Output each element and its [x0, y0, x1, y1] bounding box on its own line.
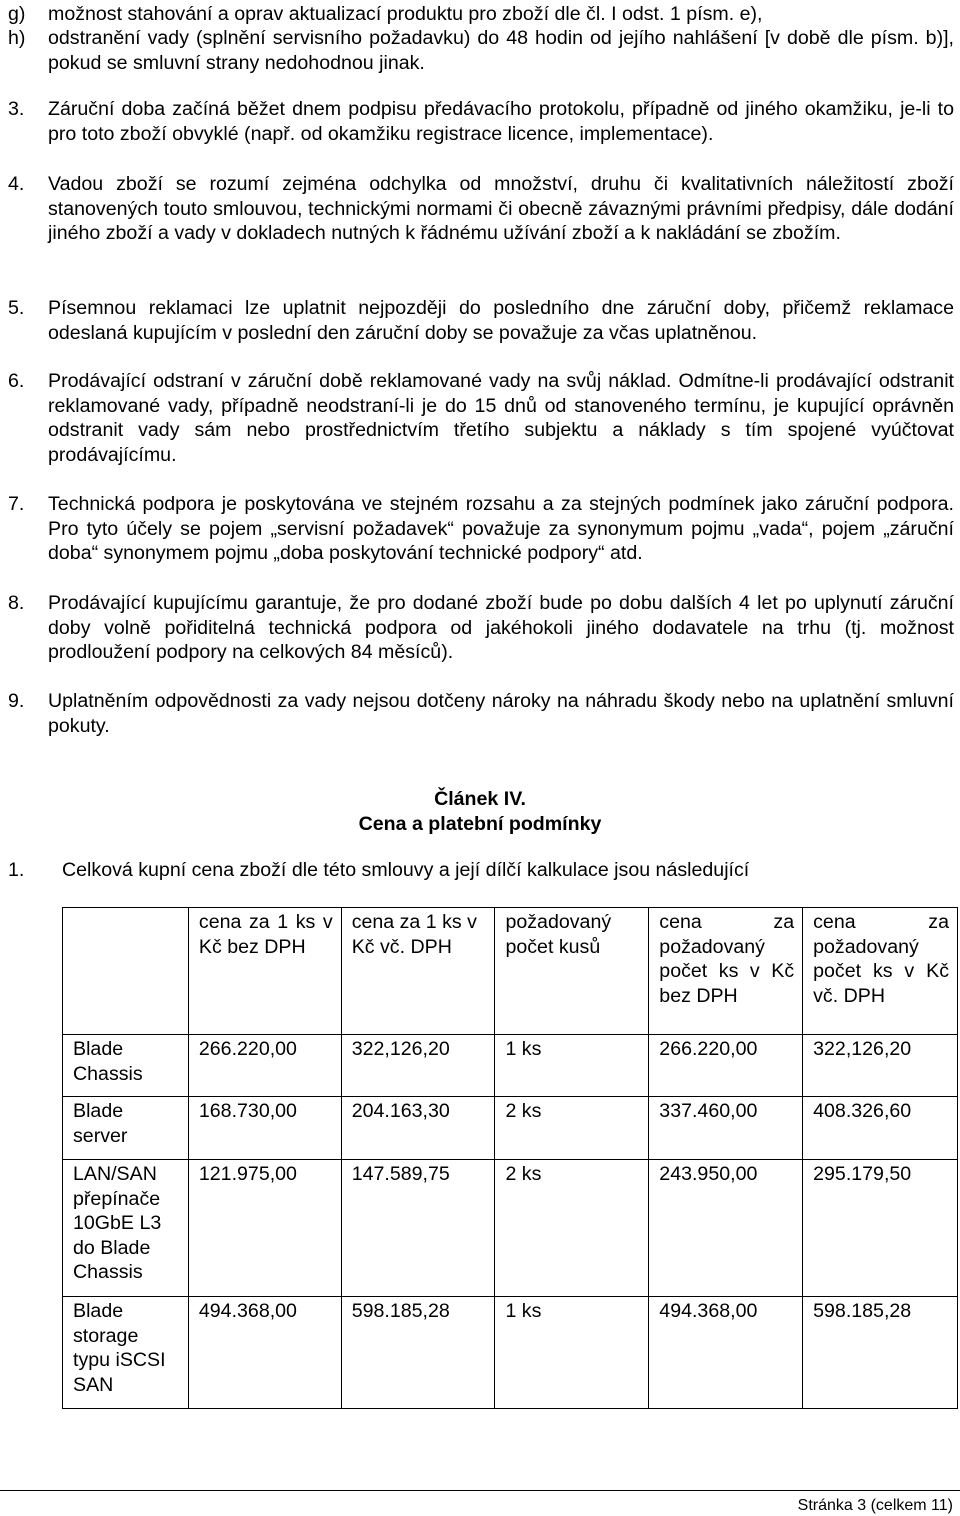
paragraph-number: 6.: [8, 370, 25, 392]
total-excl-cell: 243.950,00: [649, 1160, 803, 1297]
page-number: Stránka 3 (celkem 11): [797, 1497, 953, 1514]
quantity-cell: 1 ks: [495, 1297, 649, 1409]
paragraph-text: Technická podpora je poskytována ve stejném rozsahu a za stejných podmínek jako záruční podpora. Pro tyto účely se pojem „servisní požadavek“ považuje za synonymum pojmu „vada“, pojem „záruční doba“ synonymem pojmu „doba poskytování technické podpory“ atd.: [48, 493, 954, 565]
table-header-cell: cena za 1 ks v Kč vč. DPH: [341, 908, 495, 1035]
paragraph-text: Celková kupní cena zboží dle této smlouvy a její dílčí kalkulace jsou následující: [62, 859, 750, 881]
table-row: [63, 1297, 958, 1409]
item-name-cell: Blade server: [63, 1097, 189, 1160]
item-text: odstranění vady (splnění servisního požadavku) do 48 hodin od jejího nahlášení [v době dle písm. b)], pokud se smluvní strany nedohodnou jinak.: [48, 27, 954, 74]
paragraph-number: 1.: [8, 859, 25, 881]
table-row: [63, 1097, 958, 1160]
unit-price-incl-cell: 204.163,30: [341, 1097, 495, 1160]
table-row: [63, 1160, 958, 1297]
unit-price-excl-cell: 168.730,00: [188, 1097, 341, 1160]
item-name-cell: Blade Chassis: [63, 1035, 189, 1097]
item-text: možnost stahování a oprav aktualizací produktu pro zboží dle čl. I odst. 1 písm. e),: [48, 3, 763, 25]
price-table: [62, 907, 958, 1409]
paragraph-text: Uplatněním odpovědnosti za vady nejsou dotčeny nároky na náhradu škody nebo na uplatnění smluvní pokuty.: [48, 690, 954, 737]
table-header-cell: cena za požadovaný počet ks v Kč vč. DPH: [803, 908, 958, 1035]
total-incl-cell: 322,126,20: [803, 1035, 958, 1097]
unit-price-incl-cell: 322,126,20: [341, 1035, 495, 1097]
paragraph-text: Vadou zboží se rozumí zejména odchylka od množství, druhu či kvalitativních náležitostí zboží stanovených touto smlouvou, technickými normami či obecně závaznými právními předpisy, dále dodání jiného zboží a vady v dokladech nutných k řádnému užívání zboží a k nakládání se zbožím.: [48, 173, 954, 245]
paragraph-text: Písemnou reklamaci lze uplatnit nejpozději do posledního dne záruční doby, přičemž reklamace odeslaná kupujícím v poslední den záruční doby se považuje za včas uplatněnou.: [48, 297, 954, 344]
total-incl-cell: 598.185,28: [803, 1297, 958, 1409]
item-label: g): [8, 3, 26, 25]
table-header-row: [63, 908, 958, 1035]
total-incl-cell: 408.326,60: [803, 1097, 958, 1160]
paragraph-number: 5.: [8, 297, 25, 319]
item-name-cell: Blade storage typu iSCSI SAN: [63, 1297, 189, 1409]
article-subtitle: Cena a platební podmínky: [358, 813, 602, 835]
paragraph-number: 3.: [8, 98, 25, 120]
unit-price-incl-cell: 598.185,28: [341, 1297, 495, 1409]
paragraph-number: 9.: [8, 690, 25, 712]
quantity-cell: 2 ks: [495, 1097, 649, 1160]
unit-price-excl-cell: 121.975,00: [188, 1160, 341, 1297]
paragraph-number: 7.: [8, 493, 25, 515]
quantity-cell: 2 ks: [495, 1160, 649, 1297]
paragraph-number: 4.: [8, 173, 25, 195]
quantity-cell: 1 ks: [495, 1035, 649, 1097]
total-excl-cell: 337.460,00: [649, 1097, 803, 1160]
paragraph-text: Záruční doba začíná běžet dnem podpisu předávacího protokolu, případně od jiného okamžiku, je-li to pro toto zboží obvyklé (např. od okamžiku registrace licence, implementace).: [48, 98, 954, 145]
unit-price-incl-cell: 147.589,75: [341, 1160, 495, 1297]
article-title: Článek IV.: [434, 788, 526, 810]
table-header-cell: [63, 908, 189, 1035]
item-label: h): [8, 27, 26, 49]
footer-divider: [0, 1490, 960, 1491]
table-row: [63, 1035, 958, 1097]
paragraph-text: Prodávající odstraní v záruční době reklamované vady na svůj náklad. Odmítne-li prodávající odstranit reklamované vady, případně neodstraní-li je do 15 dnů od stanoveného termínu, je kupující oprávněn odstranit vady sám nebo prostřednictvím třetího subjektu a náklady s tím spojené vyúčtovat prodávajícímu.: [48, 370, 954, 466]
total-incl-cell: 295.179,50: [803, 1160, 958, 1297]
unit-price-excl-cell: 266.220,00: [188, 1035, 341, 1097]
unit-price-excl-cell: 494.368,00: [188, 1297, 341, 1409]
table-header-cell: požadovaný počet kusů: [495, 908, 649, 1035]
item-name-cell: LAN/SAN přepínače 10GbE L3 do Blade Chassis: [63, 1160, 189, 1297]
table-header-cell: cena za 1 ks v Kč bez DPH: [188, 908, 341, 1035]
paragraph-number: 8.: [8, 592, 25, 614]
total-excl-cell: 266.220,00: [649, 1035, 803, 1097]
table-header-cell: cena za požadovaný počet ks v Kč bez DPH: [649, 908, 803, 1035]
paragraph-text: Prodávající kupujícímu garantuje, že pro dodané zboží bude po dobu dalších 4 let po uplynutí záruční doby volně pořiditelná technická podpora od jakéhokoli jiného dodavatele na trhu (tj. možnost prodloužení podpory na celkových 84 měsíců).: [48, 592, 954, 664]
total-excl-cell: 494.368,00: [649, 1297, 803, 1409]
